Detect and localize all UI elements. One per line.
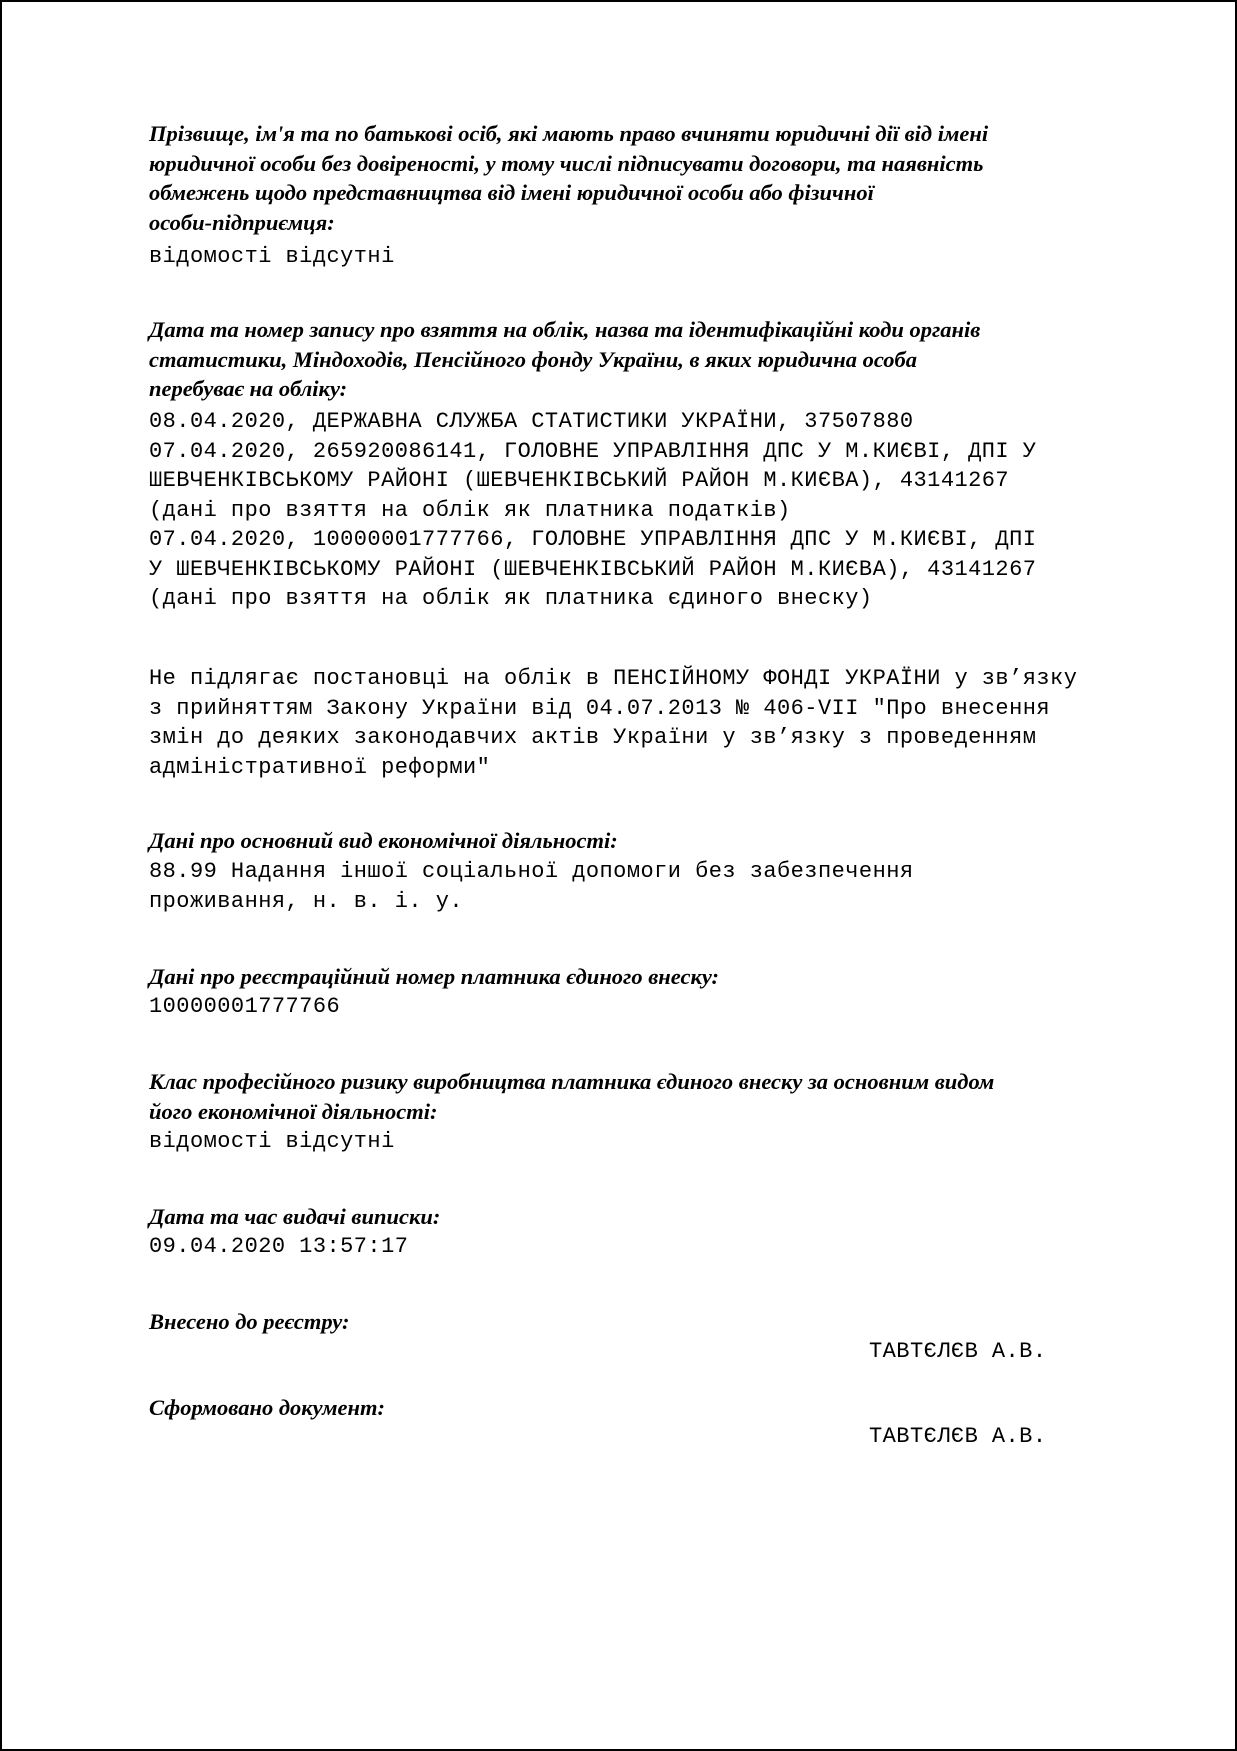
registration-records-value: 08.04.2020, ДЕРЖАВНА СЛУЖБА СТАТИСТИКИ УКРАЇНИ, 37507880 07.04.2020, 265920086141, ГОЛОВНЕ УПРАВЛІННЯ ДПС У М.КИЄВІ, ДПІ У ШЕВЧЕНКІВСЬКОМУ РАЙОНІ (ШЕВЧЕНКІВСЬКИЙ РАЙОН М.КИЄВА), 43141267 (дані про взяття на облік як платника податків) 07.04.2020, 10000001777766, ГОЛОВНЕ УПРАВЛІННЯ ДПС У М.КИЄВІ, ДПІ У ШЕВЧЕНКІВСЬКОМУ РАЙОНІ (ШЕВЧЕНКІВСЬКИЙ РАЙОН М.КИЄВА), 43141267 (дані про взяття на облік як платника єдиного внеску) <box>149 409 1037 611</box>
main-activity-heading: Дані про основний вид економічної діяльності: <box>149 828 618 853</box>
formed-by-signature: ТАВТЄЛЄВ А.В. <box>869 1424 1047 1449</box>
issue-datetime-heading: Дата та час видачі виписки: <box>149 1204 441 1229</box>
main-activity-value: 88.99 Надання іншої соціальної допомоги без забезпечення проживання, н. в. і. у. <box>149 859 914 914</box>
formed-by-heading: Сформовано документ: <box>149 1395 385 1420</box>
pension-fund-note: Не підлягає постановці на облік в ПЕНСІЙНОМУ ФОНДІ УКРАЇНИ у зв’язку з прийняттям Закону України від 04.07.2013 № 406-VII "Про внесення змін до деяких законодавчих актів України у зв’язку з проведенням адміністративної реформи" <box>149 666 1078 780</box>
registration-records-heading: Дата та номер запису про взяття на облік, назва та ідентифікаційні коди органів статистики, Міндоходів, Пенсійного фонду України, в яких юридична особа перебуває на обліку: <box>149 317 981 401</box>
authorized-persons-value: відомості відсутні <box>149 244 395 269</box>
entered-by-signature: ТАВТЄЛЄВ А.В. <box>869 1339 1047 1364</box>
authorized-persons-heading: Прізвище, ім'я та по батькові осіб, які мають право вчиняти юридичні дії від імені юридичної особи без довіреності, у тому числі підписувати договори, та наявність обмежень щодо представництва від імені юридичної особи або фізичної особи-підприємця: <box>149 121 989 235</box>
risk-class-heading: Клас професійного ризику виробництва платника єдиного внеску за основним видом його економічної діяльності: <box>149 1069 995 1124</box>
contribution-number-heading: Дані про реєстраційний номер платника єдиного внеску: <box>149 964 720 989</box>
entered-by-heading: Внесено до реєстру: <box>149 1309 350 1334</box>
contribution-number-value: 10000001777766 <box>149 994 341 1019</box>
risk-class-value: відомості відсутні <box>149 1129 395 1154</box>
issue-datetime-value: 09.04.2020 13:57:17 <box>149 1234 409 1259</box>
